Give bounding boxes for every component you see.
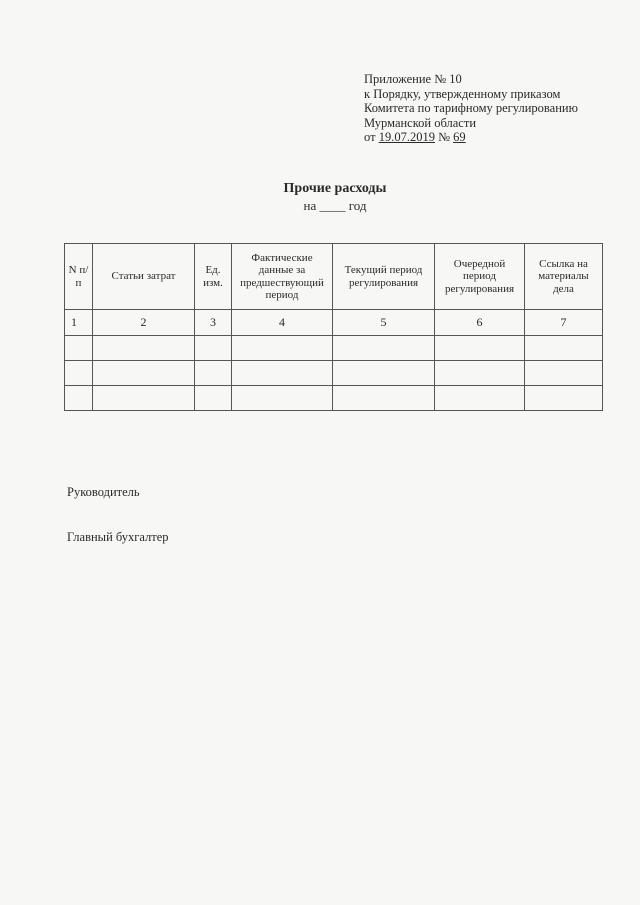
table-header-row	[65, 244, 603, 310]
column-number-cell: 2	[93, 310, 195, 336]
empty-cell	[525, 336, 603, 361]
appendix-number: Приложение № 10	[364, 72, 462, 86]
empty-cell	[195, 336, 232, 361]
empty-cell	[93, 361, 195, 386]
signature-head: Руководитель	[67, 485, 140, 499]
column-number-cell: 5	[333, 310, 435, 336]
header-cell: Фактические данные за предшествующий период	[232, 244, 333, 310]
page-subtitle: на ____ год	[303, 198, 367, 213]
table-row	[65, 336, 603, 361]
expenses-table	[64, 243, 603, 411]
empty-cell	[93, 386, 195, 411]
empty-cell	[525, 386, 603, 411]
empty-cell	[232, 361, 333, 386]
header-cell: Ссылка на материалы дела	[525, 244, 603, 310]
empty-cell	[232, 386, 333, 411]
empty-cell	[232, 336, 333, 361]
column-number-cell: 6	[435, 310, 525, 336]
empty-cell	[195, 361, 232, 386]
empty-cell	[65, 361, 93, 386]
appendix-order-number: 69	[453, 130, 466, 144]
empty-cell	[333, 386, 435, 411]
empty-cell	[333, 361, 435, 386]
table-row	[65, 386, 603, 411]
table-row	[65, 361, 603, 386]
header-cell: Очередной период регулирования	[435, 244, 525, 310]
empty-cell	[195, 386, 232, 411]
header-cell: Текущий период регулирования	[333, 244, 435, 310]
appendix-number-prefix: №	[434, 130, 454, 144]
empty-cell	[435, 361, 525, 386]
empty-cell	[525, 361, 603, 386]
empty-cell	[65, 336, 93, 361]
appendix-region: Мурманской области	[364, 115, 477, 130]
header-cell: Статьи затрат	[93, 244, 195, 310]
column-number-cell: 7	[525, 310, 603, 336]
column-number-cell: 4	[232, 310, 333, 336]
appendix-committee: Комитета по тарифному регулированию	[364, 101, 578, 115]
page-title: Прочие расходы	[283, 181, 387, 196]
appendix-date-line	[364, 130, 578, 145]
column-number-cell: 3	[195, 310, 232, 336]
empty-cell	[435, 336, 525, 361]
column-number-row	[65, 310, 603, 336]
empty-cell	[93, 336, 195, 361]
appendix-date-prefix: от	[364, 130, 379, 144]
column-number-cell: 1	[65, 310, 93, 336]
signature-accountant: Главный бухгалтер	[67, 530, 169, 544]
empty-cell	[65, 386, 93, 411]
empty-cell	[333, 336, 435, 361]
header-cell: N п/п	[65, 244, 93, 310]
header-cell: Ед. изм.	[195, 244, 232, 310]
appendix-date: 19.07.2019	[378, 130, 435, 144]
empty-cell	[435, 386, 525, 411]
appendix-order-ref: к Порядку, утвержденному приказом	[364, 86, 561, 101]
appendix-block	[364, 72, 578, 145]
